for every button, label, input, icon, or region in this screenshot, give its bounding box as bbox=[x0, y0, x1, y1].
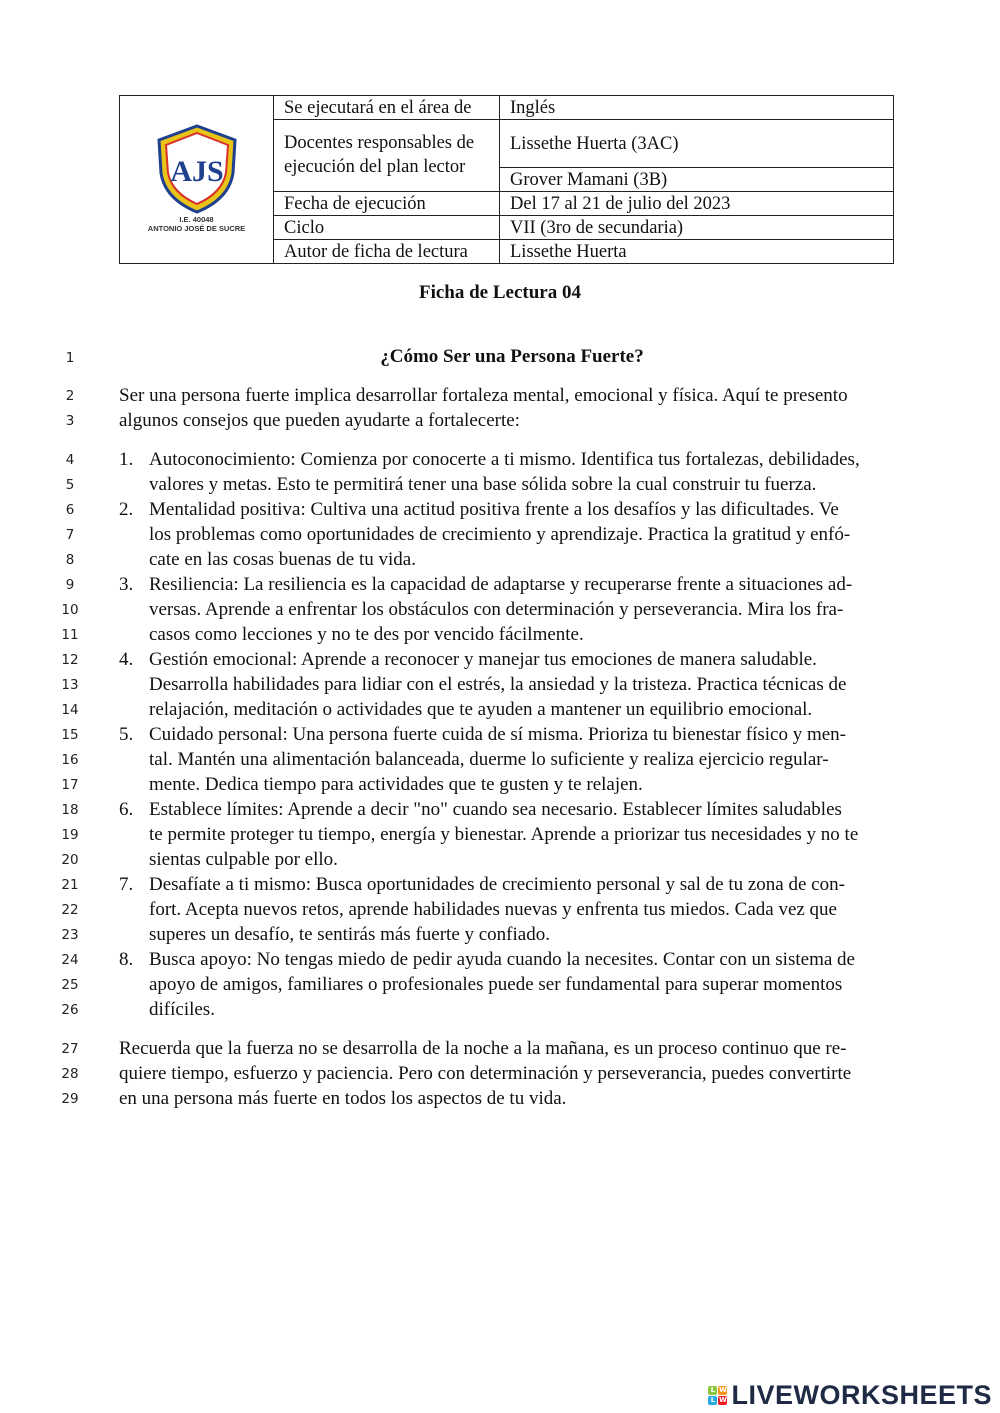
line-number: 27 bbox=[61, 1041, 79, 1057]
list-item-number: 5. bbox=[119, 724, 134, 745]
list-item-line: relajación, meditación o actividades que te ayuden a mantener un equilibrio emocional. bbox=[149, 699, 813, 720]
header-value: VII (3ro de secundaria) bbox=[500, 216, 894, 240]
line-number: 8 bbox=[65, 552, 75, 568]
header-label: Fecha de ejecución bbox=[274, 192, 500, 216]
header-value: Inglés bbox=[500, 96, 894, 120]
header-value: Lissethe Huerta (3AC) bbox=[500, 120, 894, 168]
line-number: 10 bbox=[61, 602, 79, 618]
list-item-line: Desarrolla habilidades para lidiar con el estrés, la ansiedad y la tristeza. Practica técnicas de bbox=[149, 674, 847, 695]
list-item-line: difíciles. bbox=[149, 999, 215, 1020]
list-item-number: 3. bbox=[119, 574, 134, 595]
brand-text: LIVEWORKSHEETS bbox=[731, 1379, 992, 1410]
list-item-line: cate en las cosas buenas de tu vida. bbox=[149, 549, 416, 570]
header-value: Del 17 al 21 de julio del 2023 bbox=[500, 192, 894, 216]
line-number: 12 bbox=[61, 652, 79, 668]
header-table bbox=[119, 95, 894, 264]
list-item-line: Desafíate a ti mismo: Busca oportunidades de crecimiento personal y sal de tu zona de con- bbox=[149, 874, 845, 895]
conclusion-line: Recuerda que la fuerza no se desarrolla de la noche a la mañana, es un proceso continuo que re- bbox=[119, 1038, 847, 1059]
logo-cell bbox=[120, 96, 274, 264]
list-item-line: Busca apoyo: No tengas miedo de pedir ayuda cuando la necesites. Contar con un sistema de bbox=[149, 949, 855, 970]
list-item-line: Resiliencia: La resiliencia es la capacidad de adaptarse y recuperarse frente a situaciones ad- bbox=[149, 574, 853, 595]
line-number: 19 bbox=[61, 827, 79, 843]
line-number: 24 bbox=[61, 952, 79, 968]
intro-line: Ser una persona fuerte implica desarrollar fortaleza mental, emocional y física. Aquí te presento bbox=[119, 385, 848, 406]
line-number: 25 bbox=[61, 977, 79, 993]
line-number: 13 bbox=[61, 677, 79, 693]
list-item-line: valores y metas. Esto te permitirá tener una base sólida sobre la cual construir tu fuerza. bbox=[149, 474, 817, 495]
line-number: 28 bbox=[61, 1066, 79, 1082]
liveworksheets-logo-icon: L W L W bbox=[708, 1386, 727, 1405]
line-number: 21 bbox=[61, 877, 79, 893]
liveworksheets-brand[interactable] bbox=[708, 1378, 992, 1412]
list-item-line: Gestión emocional: Aprende a reconocer y manejar tus emociones de manera saludable. bbox=[149, 649, 817, 670]
header-value: Grover Mamani (3B) bbox=[500, 168, 894, 192]
line-number: 20 bbox=[61, 852, 79, 868]
header-value: Lissethe Huerta bbox=[500, 240, 894, 264]
header-label: Se ejecutará en el área de bbox=[274, 96, 500, 120]
line-number: 16 bbox=[61, 752, 79, 768]
line-number: 15 bbox=[61, 727, 79, 743]
line-number: 17 bbox=[61, 777, 79, 793]
line-number: 3 bbox=[65, 413, 75, 429]
list-item-line: Autoconocimiento: Comienza por conocerte a ti mismo. Identifica tus fortalezas, debilidades, bbox=[149, 449, 860, 470]
list-item-line: tal. Mantén una alimentación balanceada, duerme lo suficiente y realiza ejercicio regular- bbox=[149, 749, 829, 770]
line-number: 14 bbox=[61, 702, 79, 718]
article-title: ¿Cómo Ser una Persona Fuerte? bbox=[380, 346, 644, 367]
list-item-number: 8. bbox=[119, 949, 134, 970]
line-number: 26 bbox=[61, 1002, 79, 1018]
list-item-line: superes un desafío, te sentirás más fuerte y confiado. bbox=[149, 924, 550, 945]
line-number: 7 bbox=[65, 527, 75, 543]
header-label: Autor de ficha de lectura bbox=[274, 240, 500, 264]
list-item-line: mente. Dedica tiempo para actividades que te gusten y te relajen. bbox=[149, 774, 643, 795]
conclusion-line: en una persona más fuerte en todos los aspectos de tu vida. bbox=[119, 1088, 567, 1109]
intro-line: algunos consejos que pueden ayudarte a fortalecerte: bbox=[119, 410, 520, 431]
logo-monogram: AJS bbox=[169, 154, 224, 188]
header-label: Docentes responsables de bbox=[284, 132, 475, 153]
list-item-line: casos como lecciones y no te des por vencido fácilmente. bbox=[149, 624, 584, 645]
header-label: Ciclo bbox=[274, 216, 500, 240]
list-item-line: Mentalidad positiva: Cultiva una actitud positiva frente a los desafíos y las dificultades. Ve bbox=[149, 499, 839, 520]
ficha-title: Ficha de Lectura 04 bbox=[418, 282, 581, 303]
line-number: 18 bbox=[61, 802, 79, 818]
list-item-number: 4. bbox=[119, 649, 134, 670]
list-item-line: Establece límites: Aprende a decir "no" cuando sea necesario. Establecer límites saludables bbox=[149, 799, 842, 820]
list-item-line: versas. Aprende a enfrentar los obstáculos con determinación y perseverancia. Mira los fra- bbox=[149, 599, 844, 620]
line-number: 2 bbox=[65, 388, 75, 404]
logo-caption-name: ANTONIO JOSÉ DE SUCRE bbox=[147, 223, 246, 233]
line-number: 9 bbox=[65, 577, 75, 593]
line-number: 29 bbox=[61, 1091, 79, 1107]
line-number: 5 bbox=[65, 477, 75, 493]
line-number: 22 bbox=[61, 902, 79, 918]
line-number: 23 bbox=[61, 927, 79, 943]
list-item-number: 7. bbox=[119, 874, 134, 895]
header-label-responsables bbox=[274, 120, 500, 192]
list-item-line: sientas culpable por ello. bbox=[149, 849, 338, 870]
list-item-line: Cuidado personal: Una persona fuerte cuida de sí misma. Prioriza tu bienestar físico y men- bbox=[149, 724, 846, 745]
line-number: 11 bbox=[61, 627, 79, 643]
list-item-number: 1. bbox=[119, 449, 134, 470]
list-item-number: 6. bbox=[119, 799, 134, 820]
logo-caption-code: I.E. 40048 bbox=[179, 214, 214, 224]
line-number: 6 bbox=[65, 502, 75, 518]
list-item-number: 2. bbox=[119, 499, 134, 520]
line-number: 4 bbox=[65, 452, 75, 468]
shield-icon bbox=[149, 123, 245, 215]
list-item-line: apoyo de amigos, familiares o profesionales puede ser fundamental para superar momentos bbox=[149, 974, 843, 995]
school-logo bbox=[122, 123, 272, 233]
header-label: ejecución del plan lector bbox=[284, 156, 466, 177]
list-item-line: fort. Acepta nuevos retos, aprende habilidades nuevas y enfrenta tus miedos. Cada vez que bbox=[149, 899, 837, 920]
line-number: 1 bbox=[65, 350, 75, 366]
conclusion-line: quiere tiempo, esfuerzo y paciencia. Pero con determinación y perseverancia, puedes convertirte bbox=[119, 1063, 852, 1084]
list-item-line: los problemas como oportunidades de crecimiento y aprendizaje. Practica la gratitud y enfó- bbox=[149, 524, 851, 545]
list-item-line: te permite proteger tu tiempo, energía y bienestar. Aprende a priorizar tus necesidades y no te bbox=[149, 824, 859, 845]
